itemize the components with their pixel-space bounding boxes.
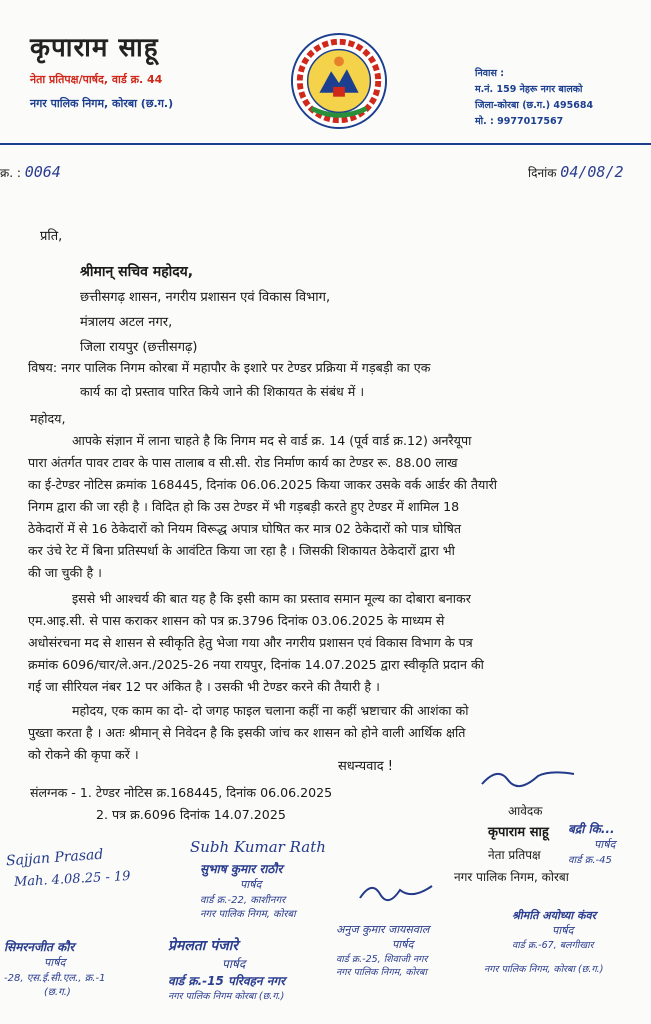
recipient-line2: छत्तीसगढ़ शासन, नगरीय प्रशासन एवं विकास विभाग,: [80, 290, 331, 305]
recipient-address: [80, 260, 330, 360]
subject-label: विषय:: [28, 360, 58, 375]
paragraph-2: [28, 588, 640, 698]
signatory-6-role: पार्षद: [222, 957, 246, 971]
reference-value: 0064: [24, 163, 61, 181]
signatory-2-name: अनुज कुमार जायसवाल: [336, 923, 430, 936]
signatory-2-org: नगर पालिक निगम, कोरबा: [336, 967, 427, 978]
signatory-5-org: (छ.ग.): [44, 987, 71, 998]
salutation: महोदय,: [30, 411, 66, 426]
header-divider: [0, 143, 651, 145]
recipient-line1: श्रीमान् सचिव महोदय,: [80, 264, 194, 280]
recipient-line4: जिला रायपुर (छत्तीसगढ़): [80, 340, 198, 355]
signatory-6-ward: वार्ड क्र.-15 परिवहन नगर: [168, 974, 286, 988]
signatory-2-role: पार्षद: [392, 938, 414, 951]
left-handwritten-date: Mah. 4.08.25 - 19: [13, 868, 131, 891]
p1-line: ठेकेदारों में से 16 ठेकेदारों को नियम विरूद्ध अपात्र घोषित कर मात्र 02 ठेकेदारों को पात्र घोषित: [28, 521, 462, 536]
signatory-3-name: श्रीमति अयोध्या कंवर: [512, 909, 597, 922]
signatory-1-role: पार्षद: [240, 878, 262, 891]
signatory-4-ward: वार्ड क्र.-45: [568, 855, 612, 866]
municipal-corporation-seal-icon: [290, 32, 388, 130]
signatory-4-name: बद्री कि...: [568, 822, 615, 836]
signatory-5-role: पार्षद: [44, 956, 66, 969]
applicant-label: आवेदक: [508, 804, 543, 818]
signatory-4-role: पार्षद: [594, 838, 616, 851]
signatory-3-org: नगर पालिक निगम, कोरबा (छ.ग.): [484, 964, 604, 975]
subject: [28, 356, 628, 404]
p3-line: को रोकने की कृपा करें ।: [28, 747, 139, 762]
letter-date: [528, 163, 624, 181]
applicant-org: नगर पालिक निगम, कोरबा: [454, 870, 569, 884]
p3-line: पुख्ता करता है । अतः श्रीमान् से निवेदन है कि इसकी जांच कर शासन को होने वाली आर्थिक क्षति: [28, 725, 466, 740]
signatory-6: [168, 936, 285, 1002]
signatory-1-name: सुभाष कुमार राठौर: [200, 862, 283, 876]
sender-org: नगर पालिक निगम, कोरबा (छ.ग.): [30, 97, 174, 110]
reference-number: क्र. : 0064: [0, 163, 61, 181]
sender-name: कृपाराम साहू: [30, 33, 159, 63]
signatory-2: [336, 922, 429, 978]
attachment-item1: 1. टेण्डर नोटिस क्र.168445, दिनांक 06.06.2025: [79, 785, 333, 800]
p1-line: कर उंचे रेट में बिना प्रतिस्पर्धा के आवंटित किया जा रहा है । जिसकी शिकायत ठेकेदारों द्वारा भी: [28, 543, 455, 558]
p1-line: आपके संज्ञान में लाना चाहते है कि निगम मद से वार्ड क्र. 14 (पूर्व वार्ड क्र.12) अनरैयूपा: [72, 433, 472, 448]
recipient-line3: मंत्रालय अटल नगर,: [80, 315, 173, 330]
signatory-6-org: नगर पालिक निगम कोरबा (छ.ग.): [168, 991, 285, 1002]
signatory-6-name: प्रेमलता पंजारे: [168, 938, 239, 954]
signatory-1-sign: Subh Kumar Rath: [190, 838, 326, 856]
applicant-signature-icon: [478, 762, 578, 792]
signatory-2-ward: वार्ड क्र.-25, शिवाजी नगर: [336, 954, 428, 965]
p2-line: गई जा सीरियल नंबर 12 पर अंकित है । उसकी भी टेण्डर करने की तैयारी है ।: [28, 679, 380, 694]
signatory-5-name: सिमरनजीत कौर: [4, 940, 75, 954]
p1-line: पारा अंतर्गत पावर टावर के पास तालाब व सी.सी. रोड निर्माण कार्य का टेण्डर रू. 88.00 लाख: [28, 455, 458, 470]
sender-post: नेता प्रतिपक्ष/पार्षद, वार्ड क्र. 44: [30, 73, 163, 86]
left-handwritten-signature: Sajjan Prasad: [5, 846, 104, 870]
attachment-label: संलग्नक -: [30, 785, 76, 800]
p1-line: का ई-टेण्डर नोटिस क्रमांक 168445, दिनांक 06.06.2025 किया जाकर उसके वर्क आर्डर की तैयारी: [28, 477, 498, 492]
date-label: दिनांक: [528, 166, 557, 180]
signatory-3-ward: वार्ड क्र.-67, बलगीखार: [512, 940, 594, 951]
applicant-post: नेता प्रतिपक्ष: [488, 848, 541, 862]
signatory-1: [200, 860, 296, 920]
closing: सधन्यवाद !: [338, 759, 393, 774]
p3-line: महोदय, एक काम का दो- दो जगह फाइल चलाना कहीं ना कहीं भ्रष्टाचार की आशंका को: [72, 703, 469, 718]
signatory-3: [512, 908, 596, 951]
subject-line2: कार्य का दो प्रस्ताव पारित किये जाने की शिकायत के संबंध में ।: [80, 384, 365, 399]
signatory-5-ward: -28, एस.ई.सी.एल., क्र.-1: [4, 973, 106, 984]
p1-line: निगम द्वारा की जा रही है । विदित हो कि उस टेण्डर में भी गड़बड़ी करते हुए टेण्डर में शामिल 18: [28, 499, 460, 514]
signatory-1-org: नगर पालिक निगम, कोरबा: [200, 909, 296, 920]
p2-line: एम.आइ.सी. से पास कराकर शासन को पत्र क्र.3796 दिनांक 03.06.2025 के माध्यम से: [28, 613, 445, 628]
p2-line: अधोसंरचना मद से शासन से स्वीकृति हेतु भेजा गया और नगरीय प्रशासन एवं विकास विभाग के पत्र: [28, 635, 473, 650]
applicant-name: कृपाराम साहू: [488, 825, 549, 840]
p2-line: क्रमांक 6096/चार/ले.अन./2025-26 नया रायपुर, दिनांक 14.07.2025 द्वारा स्वीकृति प्रदान की: [28, 657, 484, 672]
residence-line2: जिला-कोरबा (छ.ग.) 495684: [475, 100, 594, 111]
signatory-4: [568, 820, 615, 866]
subject-line1: नगर पालिक निगम कोरबा में महापौर के इशारे पर टेण्डर प्रक्रिया में गड़बड़ी का एक: [61, 360, 431, 375]
attachment-item2: 2. पत्र क्र.6096 दिनांक 14.07.2025: [96, 807, 286, 822]
residence-label: निवास :: [475, 68, 505, 79]
mobile-number: मो. : 9977017567: [475, 116, 564, 127]
p2-line: इससे भी आश्चर्य की बात यह है कि इसी काम का प्रस्ताव समान मूल्य का दोबारा बनाकर: [72, 591, 471, 606]
p1-line: की जा चुकी है ।: [28, 565, 102, 580]
paragraph-3: [28, 700, 640, 766]
date-value: 04/08/2: [560, 163, 624, 181]
residence-line1: म.नं. 159 नेहरू नगर बालको: [475, 84, 583, 95]
signatory-5: [4, 938, 105, 998]
reference-label: क्र.: [0, 166, 14, 180]
signatory-3-role: पार्षद: [552, 924, 574, 937]
attachment-1: [30, 784, 332, 801]
signatory-1-ward: वार्ड क्र.-22, काशीनगर: [200, 895, 286, 906]
to-label: प्रति,: [40, 229, 63, 244]
paragraph-1: [28, 430, 640, 584]
signatory-2-signature-icon: [356, 878, 436, 906]
